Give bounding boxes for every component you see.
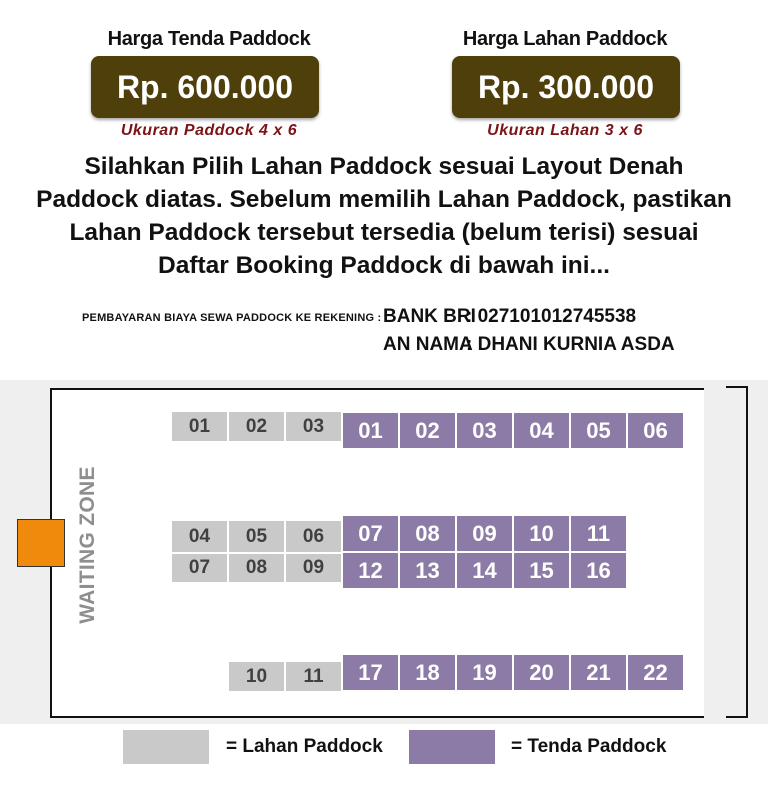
tenda-slot[interactable]: 18	[400, 655, 455, 690]
tenda-price-title: Harga Tenda Paddock	[107, 28, 311, 50]
tenda-slot[interactable]: 06	[628, 413, 683, 448]
lahan-slot[interactable]: 05	[229, 521, 284, 552]
waiting-zone-label: WAITING ZONE	[76, 466, 99, 624]
tenda-slot[interactable]: 04	[514, 413, 569, 448]
legend-lahan-swatch	[123, 730, 209, 764]
instruction-line: Silahkan Pilih Lahan Paddock sesuai Layout Denah	[84, 153, 684, 180]
tenda-price-box: Rp. 600.000	[91, 56, 319, 118]
right-boundary	[726, 386, 748, 718]
lahan-slot[interactable]: 03	[286, 412, 341, 441]
tenda-slot[interactable]: 22	[628, 655, 683, 690]
lahan-price-box: Rp. 300.000	[452, 56, 680, 118]
instruction-line: Lahan Paddock tersebut tersedia (belum terisi) sesuai	[69, 219, 699, 246]
account-name: : DHANI KURNIA ASDA	[466, 334, 675, 355]
lahan-slot[interactable]: 07	[172, 554, 227, 582]
tenda-slot[interactable]: 17	[343, 655, 398, 690]
legend-tenda-swatch	[409, 730, 495, 764]
waiting-zone-marker	[17, 519, 65, 567]
bank-key: BANK BRI	[383, 306, 476, 327]
tenda-slot[interactable]: 03	[457, 413, 512, 448]
tenda-slot[interactable]: 11	[571, 516, 626, 551]
tenda-size-label: Ukuran Paddock 4 x 6	[120, 122, 298, 139]
lahan-slot[interactable]: 09	[286, 554, 341, 582]
payment-label: PEMBAYARAN BIAYA SEWA PADDOCK KE REKENING :	[82, 312, 382, 324]
tenda-slot[interactable]: 20	[514, 655, 569, 690]
legend-lahan-label: = Lahan Paddock	[226, 736, 383, 757]
tenda-slot[interactable]: 09	[457, 516, 512, 551]
tenda-slot[interactable]: 10	[514, 516, 569, 551]
tenda-slot[interactable]: 21	[571, 655, 626, 690]
instruction-line: Paddock diatas. Sebelum memilih Lahan Paddock, pastikan	[36, 186, 732, 213]
lahan-slot[interactable]: 11	[286, 662, 341, 691]
tenda-slot[interactable]: 15	[514, 553, 569, 588]
lahan-price-title: Harga Lahan Paddock	[462, 28, 668, 50]
tenda-slot[interactable]: 08	[400, 516, 455, 551]
lahan-slot[interactable]: 04	[172, 521, 227, 552]
name-key: AN NAMA	[383, 334, 473, 355]
tenda-slot[interactable]: 01	[343, 413, 398, 448]
instruction-line: Daftar Booking Paddock di bawah ini...	[158, 252, 610, 279]
instructions	[0, 150, 768, 282]
legend-tenda-label: = Tenda Paddock	[511, 736, 667, 757]
lahan-slot[interactable]: 08	[229, 554, 284, 582]
tenda-slot[interactable]: 13	[400, 553, 455, 588]
tenda-slot[interactable]: 19	[457, 655, 512, 690]
lahan-slot[interactable]: 02	[229, 412, 284, 441]
lahan-size-label: Ukuran Lahan 3 x 6	[487, 122, 643, 139]
tenda-slot[interactable]: 02	[400, 413, 455, 448]
tenda-slot[interactable]: 16	[571, 553, 626, 588]
tenda-slot[interactable]: 05	[571, 413, 626, 448]
tenda-slot[interactable]: 14	[457, 553, 512, 588]
lahan-slot[interactable]: 06	[286, 521, 341, 552]
lahan-slot[interactable]: 01	[172, 412, 227, 441]
tenda-slot[interactable]: 12	[343, 553, 398, 588]
lahan-slot[interactable]: 10	[229, 662, 284, 691]
bank-account: : 027101012745538	[466, 306, 637, 327]
tenda-slot[interactable]: 07	[343, 516, 398, 551]
